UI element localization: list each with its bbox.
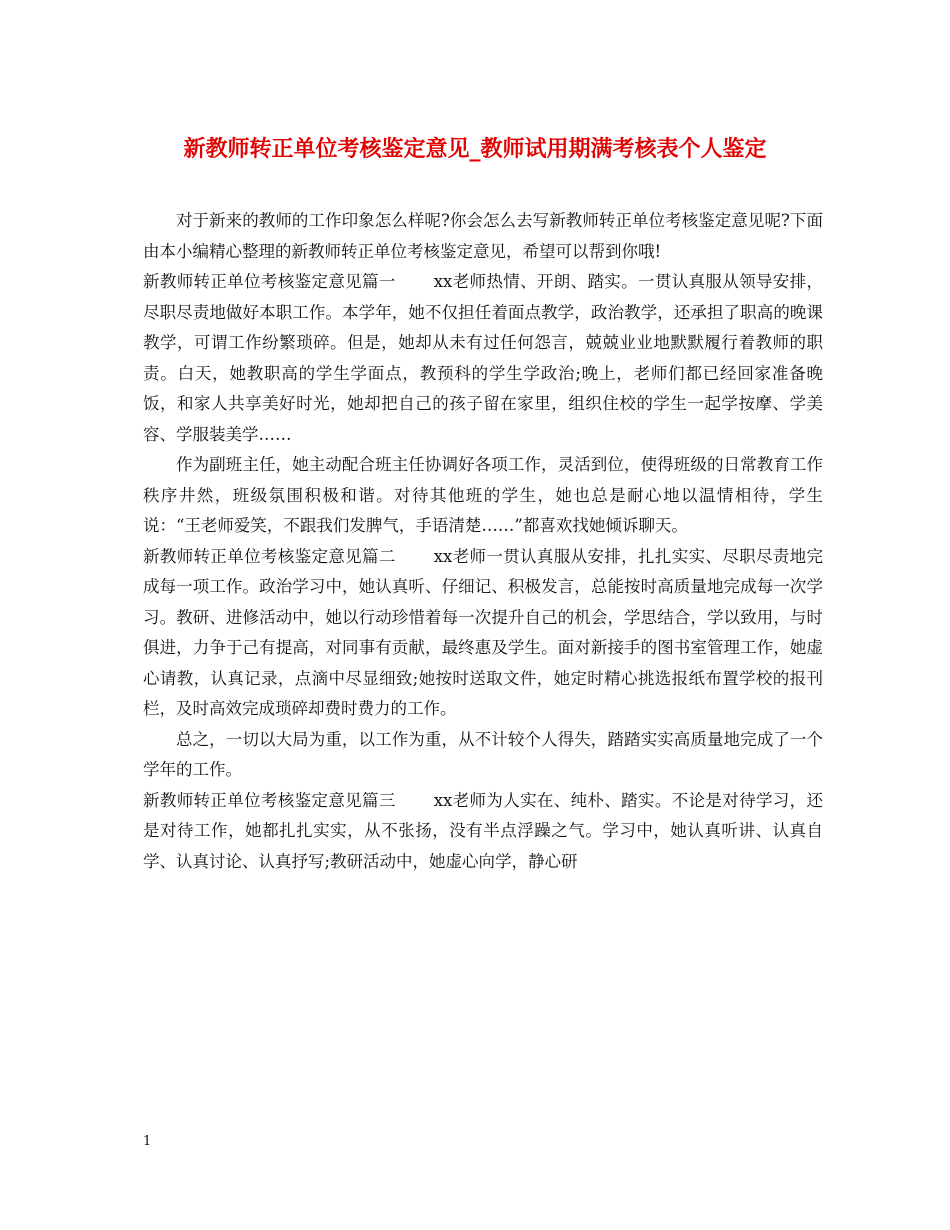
- section-three-text: xx老师为人实在、纯朴、踏实。不论是对待学习，还是对待工作，她都扎扎实实，从不张扬，没有半点浮躁之气。学习中，她认真听讲、认真自学、认真讨论、认真抒写;教研活动中，她虚心向学，静心研: [143, 790, 824, 871]
- section-three-heading: 新教师转正单位考核鉴定意见篇三: [143, 790, 396, 810]
- section-two-text: xx老师一贯认真服从安排，扎扎实实、尽职尽责地完成每一项工作。政治学习中，她认真听、仔细记、积极发言，总能按时高质量地完成每一次学习。教研、进修活动中，她以行动珍惜着每一次提升自己的机会，学思结合，学以致用，与时俱进，力争于己有提高，对同事有贡献，最终惠及学生。面对新接手的图书室管理工作，她虚心请教，认真记录，点滴中尽显细致;她按时送取文件，她定时精心挑选报纸布置学校的报刊栏，及时高效完成琐碎却费时费力的工作。: [143, 546, 824, 718]
- page-number: 1: [143, 1134, 152, 1149]
- vice-head-teacher-paragraph: 作为副班主任，她主动配合班主任协调好各项工作，灵活到位，使得班级的日常教育工作秩序井然，班级氛围积极和谐。对待其他班的学生，她也总是耐心地以温情相待，学生说：“王老师爱笑，不跟我们发脾气，手语清楚……”都喜欢找她倾诉聊天。: [143, 455, 823, 535]
- section-three-paragraph: [143, 786, 823, 878]
- summary-paragraph: 总之，一切以大局为重，以工作为重，从不计较个人得失，踏踏实实高质量地完成了一个学年的工作。: [143, 729, 823, 779]
- section-one-heading: 新教师转正单位考核鉴定意见篇一: [143, 272, 396, 291]
- intro-paragraph: 对于新来的教师的工作印象怎么样呢?你会怎么去写新教师转正单位考核鉴定意见呢?下面由本小编精心整理的新教师转正单位考核鉴定意见，希望可以帮到你哦!: [143, 211, 823, 261]
- section-two-heading: 新教师转正单位考核鉴定意见篇二: [143, 546, 396, 566]
- section-one-text: xx老师热情、开朗、踏实。一贯认真服从领导安排，尽职尽责地做好本职工作。本学年，她不仅担任着面点教学，政治教学，还承担了职高的晚课教学，可谓工作纷繁琐碎。但是，她却从未有过任何怨言，兢兢业业地默默履行着教师的职责。白天，她教职高的学生学面点，教预科的学生学政治;晚上，老师们都已经回家准备晚饭，和家人共享美好时光，她却把自己的孩子留在家里，组织住校的学生一起学按摩、学美容、学服装美学……: [143, 272, 824, 444]
- section-two-paragraph: [143, 542, 823, 725]
- section-one-paragraph: [143, 267, 823, 450]
- document-body: [143, 206, 823, 877]
- document-title: 新教师转正单位考核鉴定意见_教师试用期满考核表个人鉴定: [183, 136, 767, 162]
